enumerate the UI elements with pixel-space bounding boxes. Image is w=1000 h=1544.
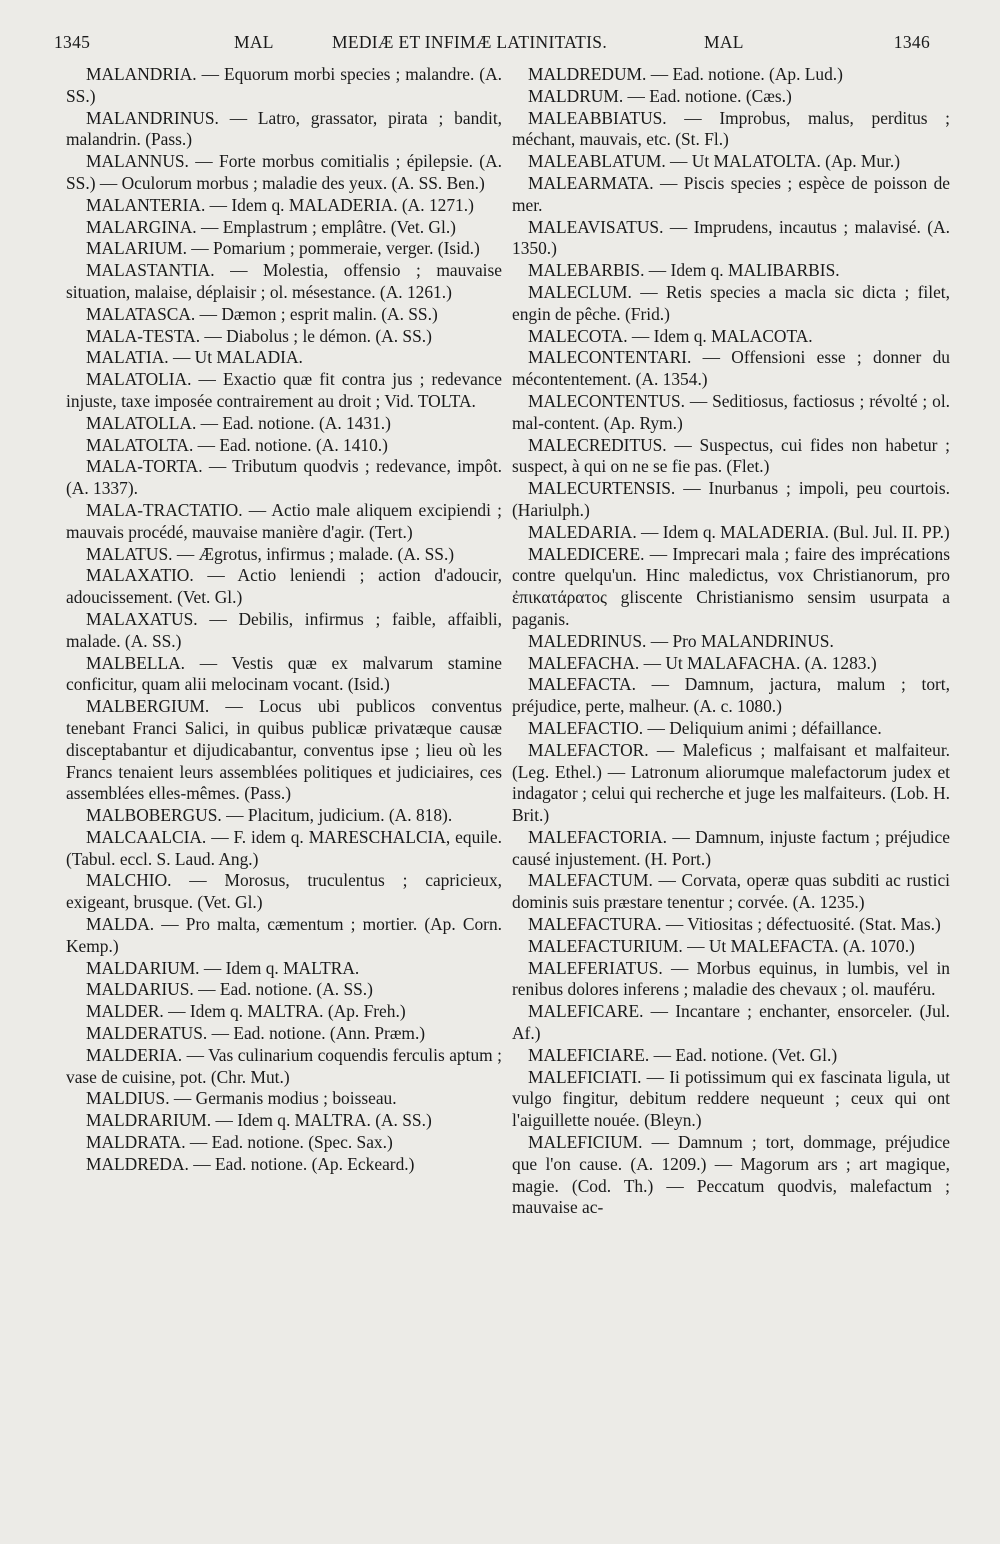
dictionary-entry: MALDA. — Pro malta, cæmentum ; mortier. (Ap. Corn. Kemp.) bbox=[66, 914, 502, 956]
dictionary-entry: MALATUS. — Ægrotus, infirmus ; malade. (A. SS.) bbox=[86, 543, 455, 564]
dictionary-entry: MALDARIUS. — Ead. notione. (A. SS.) bbox=[86, 979, 373, 1000]
dictionary-entry: MALARIUM. — Pomarium ; pommeraie, verger. (Isid.) bbox=[86, 238, 480, 259]
dictionary-entry: MALEDICERE. — Imprecari mala ; faire des imprécations contre quelqu'un. Hinc maledictus, vox Christianorum, pro ἐπικατάρατος gliscente Christianismo sensim usurpata a paganis. bbox=[512, 543, 950, 629]
dictionary-entry: MALA-TORTA. — Tributum quodvis ; redevance, impôt. (A. 1337). bbox=[66, 456, 502, 499]
dictionary-entry: MALEFACTA. — Damnum, jactura, malum ; tort, préjudice, perte, malheur. (A. c. 1080.) bbox=[512, 674, 950, 717]
dictionary-entry: MALDRUM. — Ead. notione. (Cæs.) bbox=[528, 85, 792, 106]
dictionary-entry: MALEFACTORIA. — Damnum, injuste factum ; préjudice causé injustement. (H. Port.) bbox=[512, 826, 950, 869]
running-head-left: MAL bbox=[234, 32, 274, 52]
running-title: MEDIÆ ET INFIMÆ LATINITATIS. bbox=[332, 32, 607, 52]
dictionary-entry: MALA-TESTA. — Diabolus ; le démon. (A. SS.) bbox=[86, 325, 432, 346]
dictionary-entry: MALECLUM. — Retis species a macla sic dicta ; filet, engin de pêche. (Frid.) bbox=[512, 281, 950, 324]
dictionary-entry: MALANDRIA. — Equorum morbi species ; malandre. (A. SS.) bbox=[66, 64, 502, 106]
dictionary-entry: MALEFICARE. — Incantare ; enchanter, ensorceler. (Jul. Af.) bbox=[512, 1001, 950, 1044]
dictionary-entry: MALATIA. — Ut MALADIA. bbox=[86, 347, 303, 368]
dictionary-entry: MALATASCA. — Dæmon ; esprit malin. (A. SS.) bbox=[86, 303, 438, 324]
dictionary-entry: MALEFACTOR. — Maleficus ; malfaisant et malfaiteur. (Leg. Ethel.) — Latronum aliorumque malefactorum judex et indagator ; celui qui recherche et juge les malfaiteurs. (Lob. H. Brit.) bbox=[512, 739, 950, 826]
dictionary-entry: MALDRARIUM. — Idem q. MALTRA. (A. SS.) bbox=[86, 1110, 432, 1131]
dictionary-entry: MALDARIUM. — Idem q. MALTRA. bbox=[86, 957, 360, 978]
dictionary-entry: MALECURTENSIS. — Inurbanus ; impoli, peu courtois. (Hariulph.) bbox=[512, 478, 950, 520]
dictionary-entry: MALEFACTUM. — Corvata, operæ quas subditi ac rustici dominis suis præstare tenentur ; corvée. (A. 1235.) bbox=[512, 870, 950, 913]
page-number-right: 1346 bbox=[893, 32, 930, 52]
dictionary-entry: MALECONTENTARI. — Offensioni esse ; donner du mécontentement. (A. 1354.) bbox=[512, 347, 950, 390]
right-column bbox=[512, 64, 950, 1219]
dictionary-entry: MALDREDA. — Ead. notione. (Ap. Eckeard.) bbox=[86, 1153, 415, 1174]
dictionary-entry: MALEBARBIS. — Idem q. MALIBARBIS. bbox=[528, 260, 840, 281]
dictionary-entry: MALEFERIATUS. — Morbus equinus, in lumbis, vel in renibus dolores inferens ; maladie des chevaux ; ol. mauféru. bbox=[512, 957, 950, 1000]
dictionary-entry: MALBERGIUM. — Locus ubi publicos conventus tenebant Franci Salici, in quibus publicæ privatæque causæ disceptabantur et dijudicabantur, conventus ipse ; lieu où les Francs tenaient leurs assemblées politiques et judiciaires, ces assemblées elles-mêmes. (Pass.) bbox=[66, 696, 502, 804]
running-header bbox=[54, 32, 930, 60]
dictionary-entry: MALARGINA. — Emplastrum ; emplâtre. (Vet. Gl.) bbox=[86, 216, 456, 237]
dictionary-entry: MALEFACTURA. — Vitiositas ; défectuosité. (Stat. Mas.) bbox=[528, 914, 941, 935]
dictionary-entry: MALCHIO. — Morosus, truculentus ; capricieux, exigeant, brusque. (Vet. Gl.) bbox=[66, 870, 502, 913]
page-number-left: 1345 bbox=[54, 32, 91, 52]
dictionary-entry: MALECREDITUS. — Suspectus, cui fides non habetur ; suspect, à qui on ne se fie pas. (Flet.) bbox=[512, 434, 950, 477]
dictionary-entry: MALA-TRACTATIO. — Actio male aliquem excipiendi ; mauvais procédé, mauvaise manière d'agir. (Tert.) bbox=[66, 499, 502, 542]
dictionary-entry: MALASTANTIA. — Molestia, offensio ; mauvaise situation, malaise, déplaisir ; ol. mésestance. (A. 1261.) bbox=[66, 260, 502, 302]
dictionary-entry: MALANTERIA. — Idem q. MALADERIA. (A. 1271.) bbox=[86, 194, 474, 215]
dictionary-entry: MALEFACTURIUM. — Ut MALEFACTA. (A. 1070.) bbox=[528, 935, 915, 956]
left-column bbox=[66, 64, 502, 1176]
dictionary-entry: MALEFICIUM. — Damnum ; tort, dommage, préjudice que l'on cause. (A. 1209.) — Magorum ars ; art magique, magie. (Cod. Th.) — Peccatum quodvis, malefactum ; mauvaise ac- bbox=[512, 1132, 950, 1218]
dictionary-entry: MALATOLLA. — Ead. notione. (A. 1431.) bbox=[86, 412, 391, 433]
dictionary-entry: MALDERIA. — Vas culinarium coquendis ferculis aptum ; vase de cuisine, pot. (Chr. Mut.) bbox=[66, 1044, 502, 1087]
dictionary-entry: MALDER. — Idem q. MALTRA. (Ap. Freh.) bbox=[86, 1001, 406, 1022]
dictionary-entry: MALAXATIO. — Actio leniendi ; action d'adoucir, adoucissement. (Vet. Gl.) bbox=[66, 565, 502, 608]
dictionary-entry: MALECOTA. — Idem q. MALACOTA. bbox=[528, 325, 813, 346]
dictionary-entry: MALEFACTIO. — Deliquium animi ; défaillance. bbox=[528, 717, 882, 738]
dictionary-entry: MALDIUS. — Germanis modius ; boisseau. bbox=[86, 1088, 397, 1109]
dictionary-entry: MALCAALCIA. — F. idem q. MARESCHALCIA, equile. (Tabul. eccl. S. Laud. Ang.) bbox=[66, 826, 502, 869]
dictionary-entry: MALATOLTA. — Ead. notione. (A. 1410.) bbox=[86, 434, 388, 455]
dictionary-entry: MALEABBIATUS. — Improbus, malus, perditus ; méchant, mauvais, etc. (St. Fl.) bbox=[512, 107, 950, 150]
dictionary-entry: MALEABLATUM. — Ut MALATOLTA. (Ap. Mur.) bbox=[528, 151, 901, 172]
dictionary-entry: MALBELLA. — Vestis quæ ex malvarum stamine conficitur, quam alii melocinam vocant. (Isid.) bbox=[66, 652, 502, 695]
dictionary-entry: MALBOBERGUS. — Placitum, judicium. (A. 818). bbox=[86, 805, 453, 826]
dictionary-entry: MALEARMATA. — Piscis species ; espèce de poisson de mer. bbox=[512, 172, 950, 215]
dictionary-entry: MALAXATUS. — Debilis, infirmus ; faible, affaibli, malade. (A. SS.) bbox=[66, 608, 502, 651]
dictionary-entry: MALECONTENTUS. — Seditiosus, factiosus ; révolté ; ol. mal-content. (Ap. Rym.) bbox=[512, 390, 950, 433]
dictionary-entry: MALANDRINUS. — Latro, grassator, pirata ; bandit, malandrin. (Pass.) bbox=[66, 107, 502, 150]
dictionary-entry: MALEDRINUS. — Pro MALANDRINUS. bbox=[528, 630, 834, 651]
dictionary-entry: MALDERATUS. — Ead. notione. (Ann. Præm.) bbox=[86, 1023, 426, 1044]
dictionary-entry: MALATOLIA. — Exactio quæ fit contra jus ; redevance injuste, taxe imposée contrairement au droit ; Vid. TOLTA. bbox=[66, 369, 502, 411]
dictionary-entry: MALEFICIARE. — Ead. notione. (Vet. Gl.) bbox=[528, 1044, 838, 1065]
dictionary-entry: MALEFICIATI. — Ii potissimum qui ex fascinata ligula, ut vulgo fingitur, debitum reddere nequeunt ; ceux qui ont l'aiguillette nouée. (Bleyn.) bbox=[512, 1066, 950, 1131]
dictionary-entry: MALEDARIA. — Idem q. MALADERIA. (Bul. Jul. II. PP.) bbox=[528, 521, 950, 542]
dictionary-entry: MALDRATA. — Ead. notione. (Spec. Sax.) bbox=[86, 1132, 393, 1153]
dictionary-entry: MALEAVISATUS. — Imprudens, incautus ; malavisé. (A. 1350.) bbox=[512, 216, 950, 259]
dictionary-entry: MALANNUS. — Forte morbus comitialis ; épilepsie. (A. SS.) — Oculorum morbus ; maladie des yeux. (A. SS. Ben.) bbox=[66, 151, 502, 193]
running-head-right: MAL bbox=[704, 32, 744, 52]
dictionary-entry: MALDREDUM. — Ead. notione. (Ap. Lud.) bbox=[528, 64, 843, 84]
dictionary-entry: MALEFACHA. — Ut MALAFACHA. (A. 1283.) bbox=[528, 652, 877, 673]
